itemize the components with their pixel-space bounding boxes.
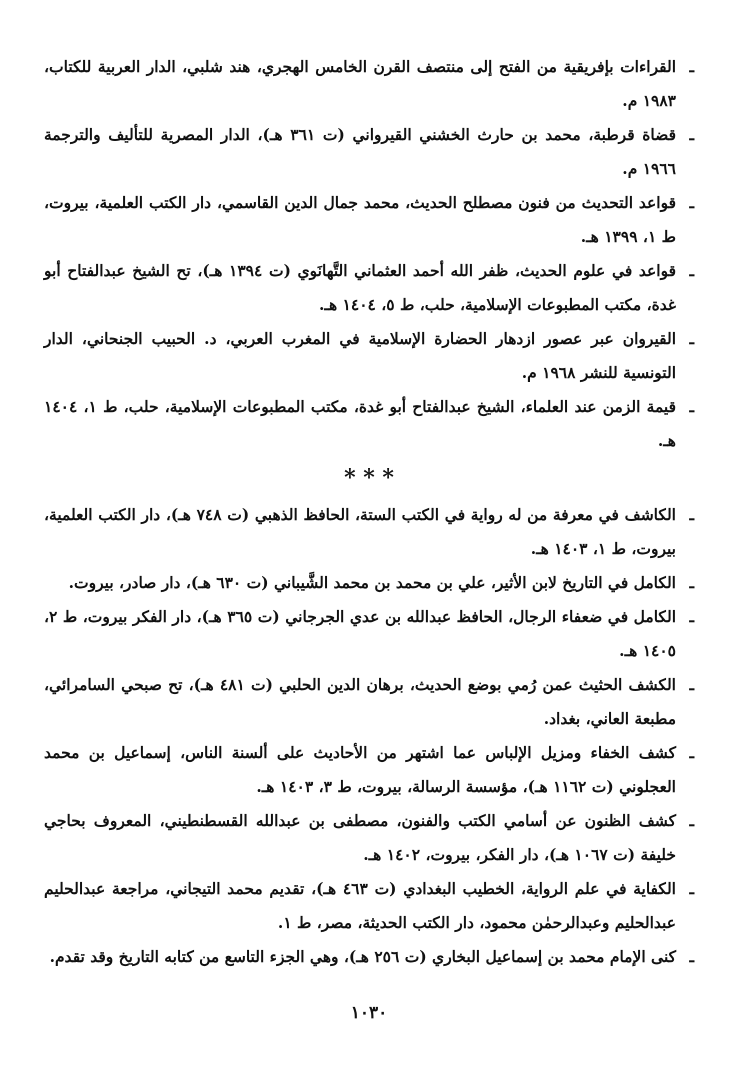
bibliography-page — [44, 50, 694, 974]
bibliography-entry — [44, 736, 694, 804]
entry-text: قضاة قرطبة، محمد بن حارث الخشني القيرواني (ت ٣٦١ هـ)، الدار المصرية للتأليف والترجمة ١٩٦٦ م. — [44, 125, 676, 178]
entry-text: القراءات بإفريقية من الفتح إلى منتصف القرن الخامس الهجري، هند شلبي، الدار العربية للكتاب، ١٩٨٣ م. — [44, 57, 676, 110]
entry-dash: ـ — [689, 607, 694, 626]
entry-dash: ـ — [689, 397, 694, 416]
entry-text: الكامل في ضعفاء الرجال، الحافظ عبدالله بن عدي الجرجاني (ت ٣٦٥ هـ)، دار الفكر بيروت، ط ٢، ١٤٠٥ هـ. — [44, 607, 677, 660]
page-number: ١٠٣٠ — [350, 1003, 388, 1023]
entry-text: الكفاية في علم الرواية، الخطيب البغدادي (ت ٤٦٣ هـ)، تقديم محمد التيجاني، مراجعة عبدالحليم عبدالحليم وعبدالرحمٰن محمود، دار الكتب الحديثة، مصر، ط ١. — [44, 879, 676, 932]
entry-dash: ـ — [689, 573, 694, 592]
entry-text: قيمة الزمن عند العلماء، الشيخ عبدالفتاح أبو غدة، مكتب المطبوعات الإسلامية، حلب، ط ١، ١٤٠٤ هـ. — [44, 397, 676, 450]
bibliography-entry — [44, 600, 694, 668]
entry-text: كشف الخفاء ومزيل الإلباس عما اشتهر من الأحاديث على ألسنة الناس، إسماعيل بن محمد العجلوني (ت ١١٦٢ هـ)، مؤسسة الرسالة، بيروت، ط ٣، ١٤٠٣ هـ. — [44, 743, 676, 796]
bibliography-entry — [44, 804, 694, 872]
bibliography-entry — [44, 254, 694, 322]
entry-text: القيروان عبر عصور ازدهار الحضارة الإسلامية في المغرب العربي، د. الحبيب الجنحاني، الدار التونسية للنشر ١٩٦٨ م. — [44, 329, 676, 382]
bibliography-entry — [44, 566, 694, 600]
bibliography-entry — [44, 872, 694, 940]
entry-dash: ـ — [689, 125, 694, 144]
entry-dash: ـ — [689, 811, 694, 830]
entry-dash: ـ — [689, 261, 694, 280]
bibliography-entry — [44, 498, 694, 566]
entry-dash: ـ — [689, 743, 694, 762]
entry-text: الكامل في التاريخ لابن الأثير، علي بن محمد بن محمد الشَّيباني (ت ٦٣٠ هـ)، دار صادر، بيروت. — [68, 573, 676, 592]
bibliography-entry — [44, 668, 694, 736]
entry-dash: ـ — [689, 193, 694, 212]
bibliography-group-qaf — [44, 50, 694, 458]
entry-dash: ـ — [689, 57, 694, 76]
entry-text: كنى الإمام محمد بن إسماعيل البخاري (ت ٢٥٦ هـ)، وهي الجزء التاسع من كتابه التاريخ وقد تقدم. — [49, 947, 676, 966]
entry-text: قواعد في علوم الحديث، ظفر الله أحمد العثماني التَّهانَوي (ت ١٣٩٤ هـ)، تح الشيخ عبدالفتاح أبو غدة، مكتب المطبوعات الإسلامية، حلب، ط ٥، ١٤٠٤ هـ. — [44, 261, 677, 314]
bibliography-entry — [44, 186, 694, 254]
entry-text: الكاشف في معرفة من له رواية في الكتب الستة، الحافظ الذهبي (ت ٧٤٨ هـ)، دار الكتب العلمية، بيروت، ط ١، ١٤٠٣ هـ. — [44, 505, 676, 558]
entry-text: كشف الظنون عن أسامي الكتب والفنون، مصطفى بن عبدالله القسطنطيني، المعروف بحاجي خليفة (ت ١٠٦٧ هـ)، دار الفكر، بيروت، ١٤٠٢ هـ. — [44, 811, 676, 864]
bibliography-entry — [44, 390, 694, 458]
section-separator: * * * — [344, 465, 394, 491]
entry-dash: ـ — [689, 879, 694, 898]
entry-dash: ـ — [689, 505, 694, 524]
entry-text: قواعد التحديث من فنون مصطلح الحديث، محمد جمال الدين القاسمي، دار الكتب العلمية، بيروت، ط ١، ١٣٩٩ هـ. — [44, 193, 676, 246]
entry-text: الكشف الحثيث عمن رُمي بوضع الحديث، برهان الدين الحلبي (ت ٤٨١ هـ)، تح صبحي السامرائي، مطبعة العاني، بغداد. — [44, 675, 676, 728]
bibliography-entry — [44, 118, 694, 186]
bibliography-entry — [44, 940, 694, 974]
bibliography-entry — [44, 322, 694, 390]
entry-dash: ـ — [689, 675, 694, 694]
entry-dash: ـ — [689, 947, 694, 966]
entry-dash: ـ — [689, 329, 694, 348]
bibliography-entry — [44, 50, 694, 118]
bibliography-group-kaf — [44, 498, 694, 974]
